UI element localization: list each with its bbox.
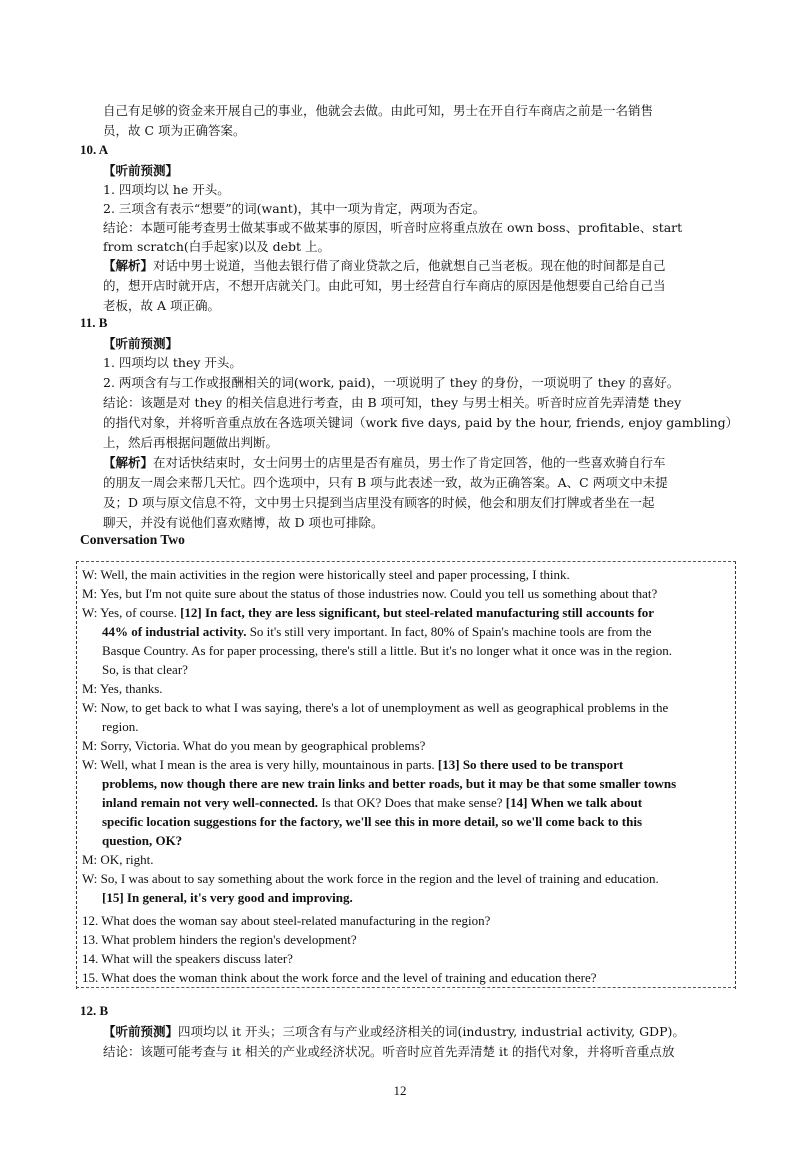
question-12: 12. What does the woman say about steel-related manufacturing in the region? — [82, 913, 491, 928]
dialog-line: inland remain not very well-connected. Is that OK? Does that make sense? [14] When we talk about — [102, 795, 643, 810]
q11-analysis: 的朋友一周会来帮几天忙。四个选项中，只有 B 项与此表述一致，故为正确答案。A、C 两项文中未提 — [103, 475, 668, 490]
q10-conclusion: 结论：本题可能考查男士做某事或不做某事的原因，听音时应将重点放在 own boss、profitable、start — [103, 220, 683, 235]
dialog-line: W: Well, what I mean is the area is very hilly, mountainous in parts. [13] So there used to be transport — [82, 757, 624, 772]
prelisten-tag: 【听前预测】 — [103, 163, 179, 178]
question-13: 13. What problem hinders the region's development? — [82, 932, 357, 947]
q12-conclusion: 结论：该题可能考查与 it 相关的产业或经济状况。听音时应首先弄清楚 it 的指代对象，并将听音重点放 — [103, 1044, 675, 1059]
page-number: 12 — [393, 1083, 407, 1098]
dialog-line: problems, now though there are new train links and better roads, but it may be that some smaller towns — [102, 776, 677, 791]
analysis-tag: 【解析】 — [103, 455, 154, 470]
q10-conclusion: from scratch(白手起家)以及 debt 上。 — [103, 239, 330, 254]
question-15: 15. What does the woman think about the work force and the level of training and education there? — [82, 970, 597, 985]
dialog-line: [15] In general, it's very good and improving. — [102, 890, 353, 905]
q11-conclusion: 的指代对象，并将听音重点放在各选项关键词（work five days, paid by the hour, friends, enjoy gambling） — [103, 415, 739, 430]
dialog-line: Basque Country. As for paper processing, there's still a little. But it's no longer what it once was in the region. — [102, 643, 672, 658]
dialog-line: M: Yes, but I'm not quite sure about the status of those industries now. Could you tell us something about that? — [82, 586, 658, 601]
dialog-line: M: Sorry, Victoria. What do you mean by geographical problems? — [82, 738, 426, 753]
prelisten-tag: 【听前预测】 — [103, 336, 179, 351]
dialog-line: question, OK? — [102, 833, 183, 848]
q10-analysis: 老板，故 A 项正确。 — [103, 298, 220, 313]
dialog-line: region. — [102, 719, 139, 734]
q11-point-2: 2. 两项含有与工作或报酬相关的词(work, paid)，一项说明了 they 的身份，一项说明了 they 的喜好。 — [103, 375, 680, 390]
q10-point-2: 2. 三项含有表示“想要”的词(want)，其中一项为肯定，两项为否定。 — [103, 201, 486, 216]
dialog-line: So, is that clear? — [102, 662, 188, 677]
q11-analysis: 【解析】在对话快结束时，女士问男士的店里是否有雇员，男士作了肯定回答，他的一些喜欢骑自行车 — [103, 455, 666, 470]
prelisten-tag: 【听前预测】 — [103, 1024, 179, 1039]
dialog-line: M: OK, right. — [82, 852, 154, 867]
answer-12: 12. B — [80, 1003, 109, 1018]
q11-conclusion: 结论：该题是对 they 的相关信息进行考查，由 B 项可知，they 与男士相关。听音时应首先弄清楚 they — [103, 395, 682, 410]
answer-11: 11. B — [80, 315, 108, 330]
continued-text-line: 自己有足够的资金来开展自己的事业，他就会去做。由此可知，男士在开自行车商店之前是一名销售 — [103, 103, 654, 118]
q10-point-1: 1. 四项均以 he 开头。 — [103, 182, 230, 197]
conversation-title: Conversation Two — [80, 532, 185, 547]
analysis-tag: 【解析】 — [103, 258, 154, 273]
dialog-line: W: Well, the main activities in the region were historically steel and paper processing, I think. — [82, 567, 570, 582]
q10-analysis: 【解析】对话中男士说道，当他去银行借了商业贷款之后，他就想自己当老板。现在他的时间都是自己 — [103, 258, 666, 273]
question-14: 14. What will the speakers discuss later? — [82, 951, 293, 966]
answer-10: 10. A — [80, 142, 109, 157]
q11-analysis: 及；D 项与原文信息不符，文中男士只提到当店里没有顾客的时候，他会和朋友们打牌或者坐在一起 — [103, 495, 655, 510]
q11-analysis: 聊天，并没有说他们喜欢赌博，故 D 项也可排除。 — [103, 515, 384, 530]
q11-conclusion: 上，然后再根据问题做出判断。 — [103, 435, 279, 450]
dialog-line: specific location suggestions for the factory, we'll see this in more detail, so we'll come back to this — [102, 814, 643, 829]
q12-prediction: 【听前预测】四项均以 it 开头；三项含有与产业或经济相关的词(industry, industrial activity, GDP)。 — [103, 1024, 685, 1039]
dialog-line: W: So, I was about to say something about the work force in the region and the level of training and education. — [82, 871, 659, 886]
continued-text-line: 员，故 C 项为正确答案。 — [103, 123, 246, 138]
dialog-line: W: Yes, of course. [12] In fact, they are less significant, but steel-related manufacturing still accounts for — [82, 605, 655, 620]
q10-analysis: 的，想开店时就开店，不想开店就关门。由此可知，男士经营自行车商店的原因是他想要自己给自己当 — [103, 278, 666, 293]
q11-point-1: 1. 四项均以 they 开头。 — [103, 355, 242, 370]
dialog-line: W: Now, to get back to what I was saying, there's a lot of unemployment as well as geographical problems in the — [82, 700, 669, 715]
dialog-line: 44% of industrial activity. So it's still very important. In fact, 80% of Spain's machine tools are from the — [102, 624, 652, 639]
dialog-line: M: Yes, thanks. — [82, 681, 163, 696]
